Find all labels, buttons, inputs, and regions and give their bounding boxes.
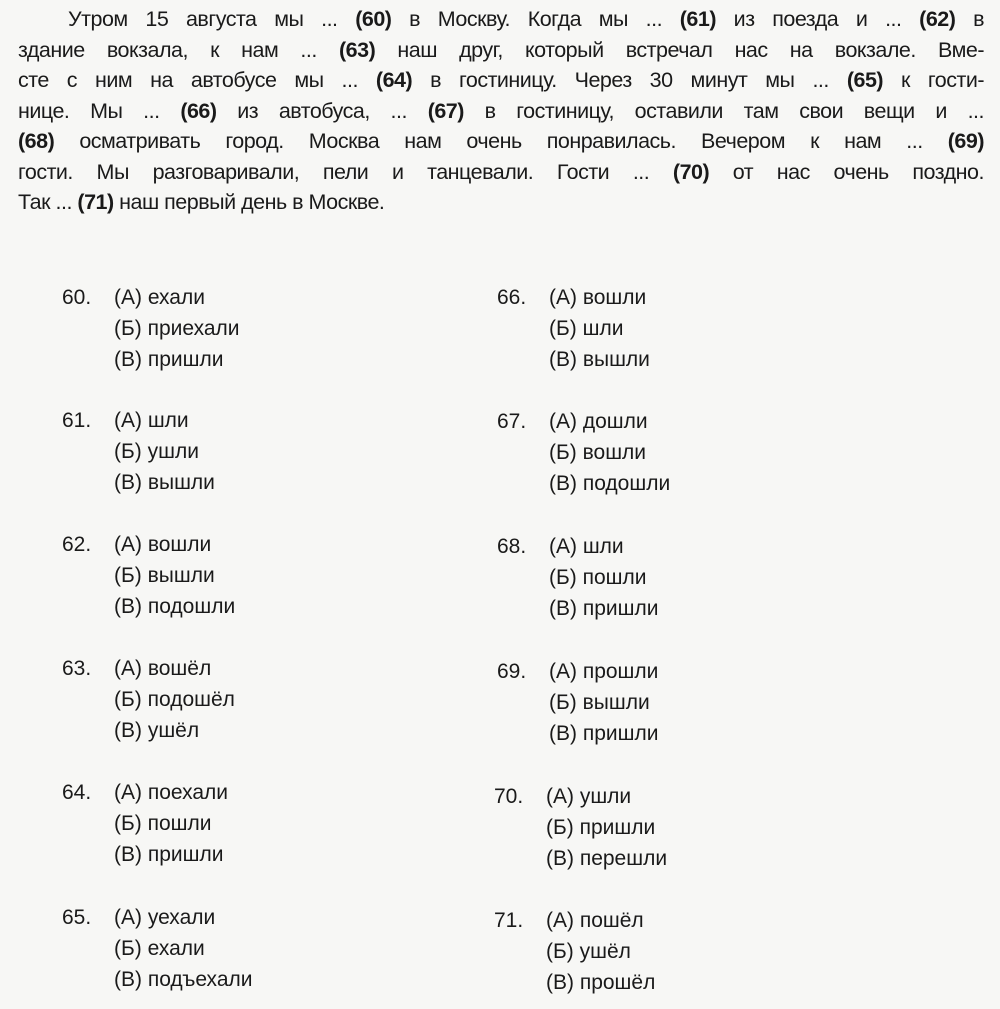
passage-fragment: Утром 15 августа мы ... [68,7,356,31]
blank-number: (70) [672,159,710,184]
question-61 [62,405,215,498]
question-number: 68. [497,535,527,558]
passage-line [18,96,984,127]
passage-fragment: гости. Мы разговаривали, пели и танцевали. Гости ... [18,159,673,184]
question-64 [62,777,228,870]
question-number: 64. [62,781,92,804]
option-a: (А) вошли [549,286,647,309]
option-b: (Б) ушёл [546,940,631,963]
option-a: (А) ушли [546,785,632,808]
passage-line [18,187,984,218]
option-c: (В) перешли [546,847,668,870]
blank-number: (69) [947,129,984,153]
question-67 [497,406,670,499]
blank-number: (66) [180,98,217,123]
option-c: (В) подъехали [114,968,253,991]
option-b: (Б) подошёл [114,688,235,711]
question-71 [494,905,655,998]
question-63 [62,653,235,746]
question-70 [494,781,667,874]
option-c: (В) пришли [549,722,659,745]
question-number: 67. [497,410,527,433]
option-a: (А) уехали [114,906,216,929]
option-b: (Б) вышли [114,564,215,587]
option-a: (А) шли [114,409,189,432]
option-b: (Б) пошли [549,566,647,589]
question-66 [497,282,650,375]
passage-line [18,157,984,188]
option-b: (Б) ушли [114,440,199,463]
option-a: (А) шли [549,535,624,558]
option-b: (Б) вошли [549,441,647,464]
option-c: (В) вышли [549,348,650,371]
question-number: 71. [494,909,524,932]
question-number: 62. [62,533,92,556]
option-a: (А) ехали [114,286,205,309]
blank-number: (65) [846,68,884,92]
passage-line [18,126,984,157]
option-a: (А) дошли [549,410,648,433]
option-a: (А) прошли [549,660,659,683]
question-number: 69. [497,660,527,683]
option-c: (В) подошли [114,595,236,618]
question-number: 65. [62,906,92,929]
passage-fragment: осматривать город. Москва нам очень понравилась. Вечером к нам ... [54,129,948,153]
passage-fragment: в гостиницу. Через 30 минут мы ... [412,68,847,92]
passage-fragment: наш первый день в Москве. [113,190,385,214]
passage-line [18,65,984,96]
option-b: (Б) приехали [114,317,240,340]
blank-number: (63) [339,37,376,62]
passage-line [18,35,984,66]
passage-fragment: к гости- [883,68,984,92]
question-65 [62,902,252,995]
question-number: 61. [62,409,92,432]
question-60 [62,282,240,375]
option-b: (Б) вышли [549,691,650,714]
blank-number: (62) [919,7,956,31]
option-a: (А) поехали [114,781,229,804]
option-b: (Б) ехали [114,937,205,960]
option-c: (В) пришли [549,597,659,620]
question-62 [62,529,235,622]
passage-fragment: сте с ним на автобусе мы ... [18,68,376,92]
passage-line [18,4,984,35]
option-c: (В) пришли [114,348,224,371]
option-c: (В) ушёл [114,719,200,742]
option-c: (В) подошли [549,472,671,495]
option-a: (А) пошёл [546,909,644,932]
blank-number: (61) [679,7,716,31]
question-number: 63. [62,657,92,680]
passage-fragment: от нас очень поздно. [709,159,984,184]
question-69 [497,656,658,749]
option-b: (Б) пришли [546,816,656,839]
blank-number: (68) [18,129,55,153]
option-c: (В) вышли [114,471,215,494]
blank-number: (64) [375,68,413,92]
question-number: 70. [494,785,524,808]
passage-fragment: здание вокзала, к нам ... [18,37,339,62]
option-c: (В) пришли [114,843,224,866]
question-number: 60. [62,286,92,309]
passage-fragment: в гостиницу, оставили там свои вещи и ... [463,98,984,123]
question-number: 66. [497,286,527,309]
option-a: (А) вошли [114,533,212,556]
blank-number: (71) [77,190,114,214]
passage-fragment: из поезда и ... [716,7,920,31]
passage-fragment: наш друг, который встречал нас на вокзале. Вме- [375,37,984,62]
option-b: (Б) пошли [114,812,212,835]
option-c: (В) прошёл [546,971,656,994]
passage-fragment: в [955,7,985,31]
passage-fragment: из автобуса, ... [216,98,428,123]
passage-fragment: в Москву. Когда мы ... [391,7,680,31]
passage-fragment: Так ... [18,190,78,214]
question-68 [497,531,658,624]
blank-number: (67) [427,98,464,123]
option-b: (Б) шли [549,317,624,340]
blank-number: (60) [355,7,392,31]
passage-text [18,4,984,218]
option-a: (А) вошёл [114,657,212,680]
passage-fragment: нице. Мы ... [18,98,181,123]
